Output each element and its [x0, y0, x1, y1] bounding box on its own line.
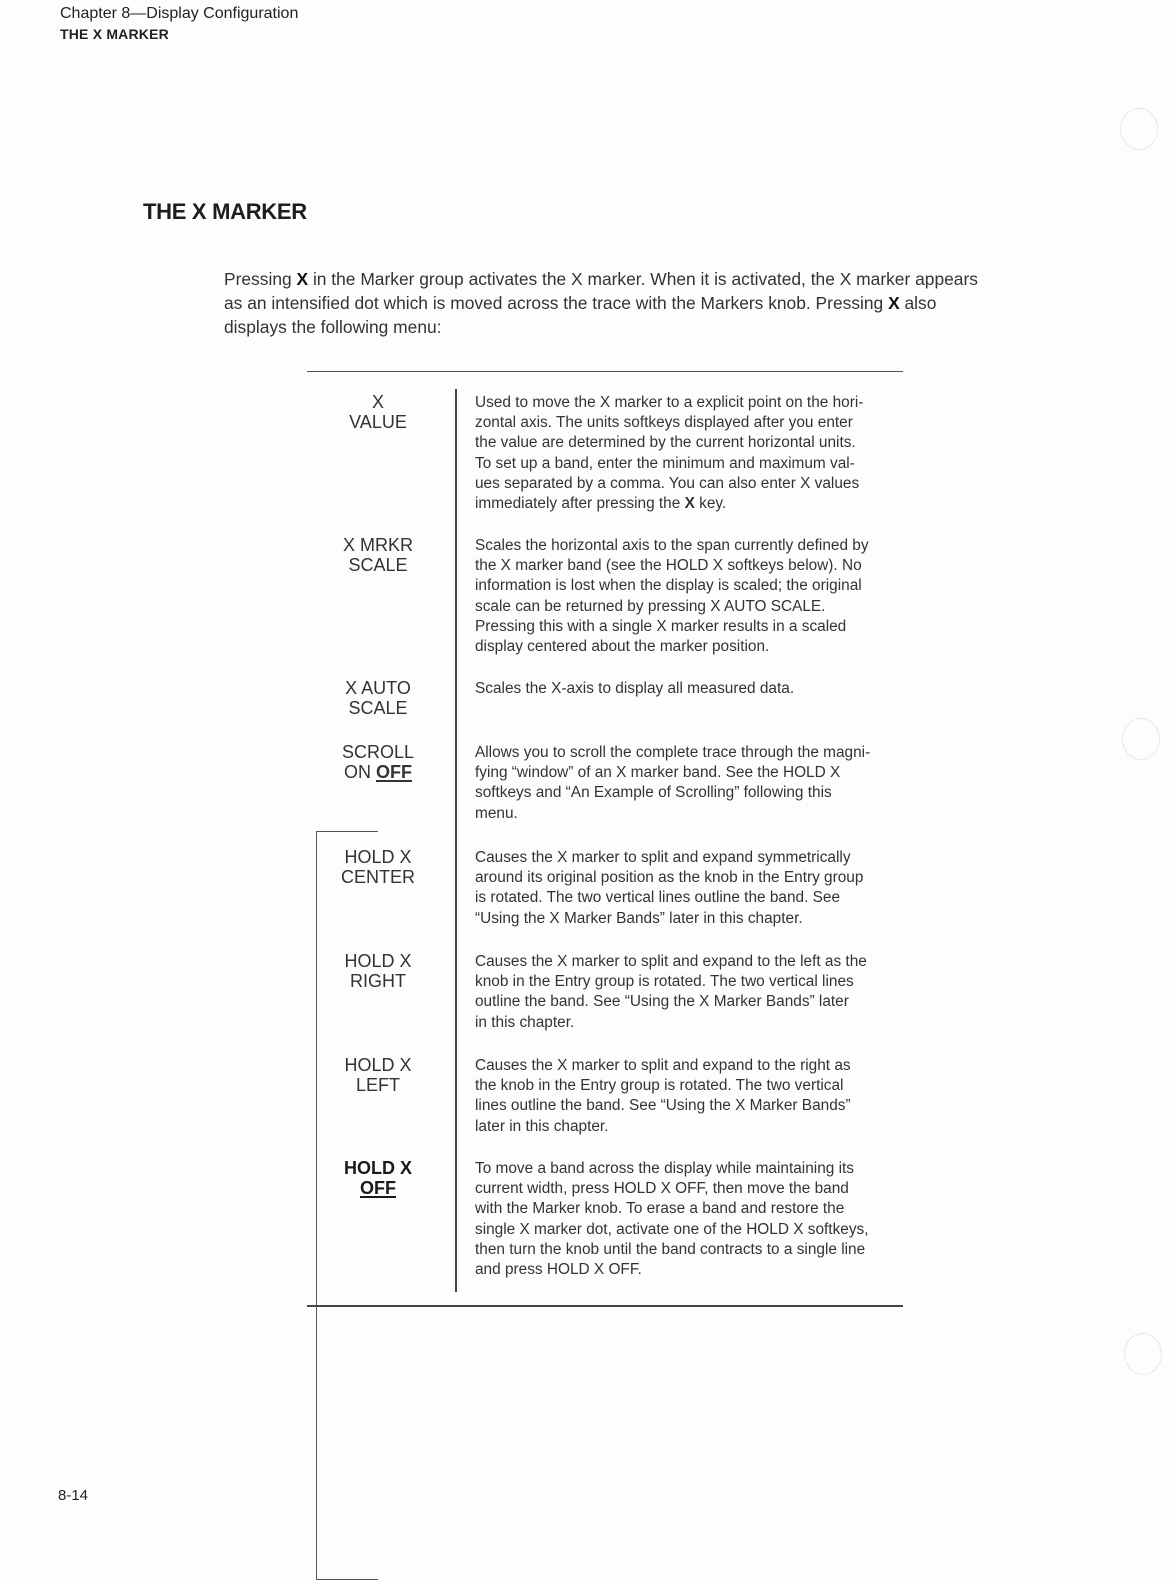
desc-line: later in this chapter.: [475, 1117, 609, 1135]
softkey-label-line: RIGHT: [350, 971, 406, 991]
softkey-label-line: [318, 1178, 438, 1198]
desc-line: and press HOLD X OFF.: [475, 1261, 642, 1279]
softkey-label-line: HOLD X: [344, 951, 412, 971]
desc-line: Allows you to scroll the complete trace through the magni-: [475, 744, 871, 761]
binder-hole-top: [1120, 108, 1158, 150]
desc-line: around its original position as the knob in the Entry group: [475, 869, 864, 887]
desc-line: Used to move the X marker to a explicit point on the hori-: [475, 394, 864, 411]
desc-line: Causes the X marker to split and expand to the left as the: [475, 953, 867, 970]
desc-line: Causes the X marker to split and expand to the right as: [475, 1057, 851, 1074]
intro-key-x: X: [296, 269, 309, 289]
softkey-label-line: SCALE: [348, 555, 408, 575]
softkey-option-off-selected: OFF: [376, 762, 412, 782]
desc-line: fying “window” of an X marker band. See the HOLD X: [475, 764, 841, 782]
desc-line: scale can be returned by pressing X AUTO SCALE.: [475, 597, 826, 615]
desc-x-value: [475, 393, 905, 514]
intro-key-x-2: X: [888, 293, 900, 313]
desc-line: Scales the horizontal axis to the span currently defined by: [475, 537, 869, 554]
softkey-x-auto-scale: [318, 678, 438, 718]
desc-line: menu.: [475, 804, 518, 822]
softkey-hold-x-right: [318, 951, 438, 991]
desc-line: single X marker dot, activate one of the HOLD X softkeys,: [475, 1220, 869, 1238]
binder-hole-middle: [1122, 718, 1160, 760]
softkey-option-off-selected: OFF: [360, 1178, 396, 1198]
desc-line: is rotated. The two vertical lines outline the band. See: [475, 889, 841, 907]
desc-x-auto-scale: [475, 679, 905, 699]
desc-line: display centered about the marker position.: [475, 638, 770, 656]
section-title: THE X MARKER: [143, 199, 307, 224]
running-header-chapter: Chapter 8—Display Configuration: [60, 5, 299, 22]
desc-line: Causes the X marker to split and expand symmetrically: [475, 849, 851, 866]
page-number: 8-14: [58, 1487, 89, 1504]
softkey-label-line: X AUTO: [345, 678, 411, 698]
desc-line: information is lost when the display is scaled; the original: [475, 577, 862, 595]
hold-x-group-bracket: [316, 831, 378, 1580]
intro-paragraph: [224, 267, 994, 339]
softkey-hold-x-left: [318, 1055, 438, 1095]
desc-line: ues separated by a comma. You can also enter X values: [475, 474, 860, 492]
desc-hold-x-left: [475, 1056, 905, 1137]
softkey-label-line: [318, 762, 438, 782]
softkey-x-mrkr-scale: [318, 535, 438, 575]
desc-line: with the Marker knob. To erase a band and restore the: [475, 1200, 845, 1218]
desc-line: then turn the knob until the band contracts to a single line: [475, 1240, 866, 1258]
menu-table-top-rule: [307, 371, 903, 372]
desc-hold-x-right: [475, 952, 905, 1033]
desc-text: key.: [694, 495, 727, 513]
softkey-label-line: SCROLL: [341, 742, 415, 762]
softkey-scroll-on-off: [318, 742, 438, 782]
desc-hold-x-off: [475, 1159, 905, 1280]
desc-key-x: X: [684, 495, 695, 513]
desc-line: Scales the X-axis to display all measured data.: [475, 680, 795, 697]
softkey-label-line: SCALE: [348, 698, 408, 718]
softkey-label-line: CENTER: [340, 867, 415, 887]
softkey-label-line: X: [371, 392, 384, 412]
softkey-label-line: VALUE: [349, 412, 407, 432]
desc-line: the value are determined by the current horizontal units.: [475, 434, 856, 452]
desc-line: Pressing this with a single X marker results in a scaled: [475, 617, 847, 635]
softkey-option-on: ON: [343, 762, 376, 782]
desc-line: in this chapter.: [475, 1013, 575, 1031]
desc-hold-x-center: [475, 848, 905, 929]
softkey-label-line: X MRKR: [342, 535, 413, 555]
desc-line: current width, press HOLD X OFF, then move the band: [475, 1180, 849, 1198]
softkey-hold-x-off: [318, 1158, 438, 1198]
desc-text: immediately after pressing the: [475, 495, 685, 513]
desc-line: softkeys and “An Example of Scrolling” following this: [475, 784, 832, 802]
softkey-label-line: HOLD X: [344, 847, 412, 867]
desc-line: lines outline the band. See “Using the X Marker Bands”: [475, 1097, 851, 1115]
intro-text-2: in the Marker group activates the X marker. When it is activated, the X marker appears as an intensified dot which is moved across the trace with the Markers knob. Pressing: [224, 269, 978, 313]
desc-line: outline the band. See “Using the X Marker Bands” later: [475, 993, 849, 1011]
binder-hole-bottom: [1124, 1333, 1162, 1375]
desc-line: zontal axis. The units softkeys displayed after you enter: [475, 414, 853, 432]
desc-line: To set up a band, enter the minimum and maximum val-: [475, 454, 855, 472]
softkey-label-line: HOLD X: [344, 1055, 412, 1075]
softkey-x-value: [318, 392, 438, 432]
softkey-label-line: HOLD X: [343, 1158, 412, 1178]
desc-scroll: [475, 743, 905, 824]
desc-line: “Using the X Marker Bands” later in this chapter.: [475, 909, 803, 927]
intro-text-3: also displays the following menu:: [224, 293, 937, 337]
menu-column-divider: [455, 389, 457, 1292]
desc-line: [475, 494, 905, 514]
softkey-hold-x-center: [318, 847, 438, 887]
softkey-label-line: LEFT: [355, 1075, 400, 1095]
menu-table-bottom-rule: [307, 1305, 903, 1307]
desc-line: the knob in the Entry group is rotated. The two vertical: [475, 1077, 844, 1095]
desc-line: knob in the Entry group is rotated. The two vertical lines: [475, 973, 854, 991]
intro-text-1: Pressing: [224, 269, 297, 289]
desc-x-mrkr-scale: [475, 536, 905, 657]
running-header-section: THE X MARKER: [60, 26, 169, 42]
desc-line: the X marker band (see the HOLD X softkeys below). No: [475, 557, 862, 575]
desc-line: To move a band across the display while maintaining its: [475, 1160, 854, 1177]
